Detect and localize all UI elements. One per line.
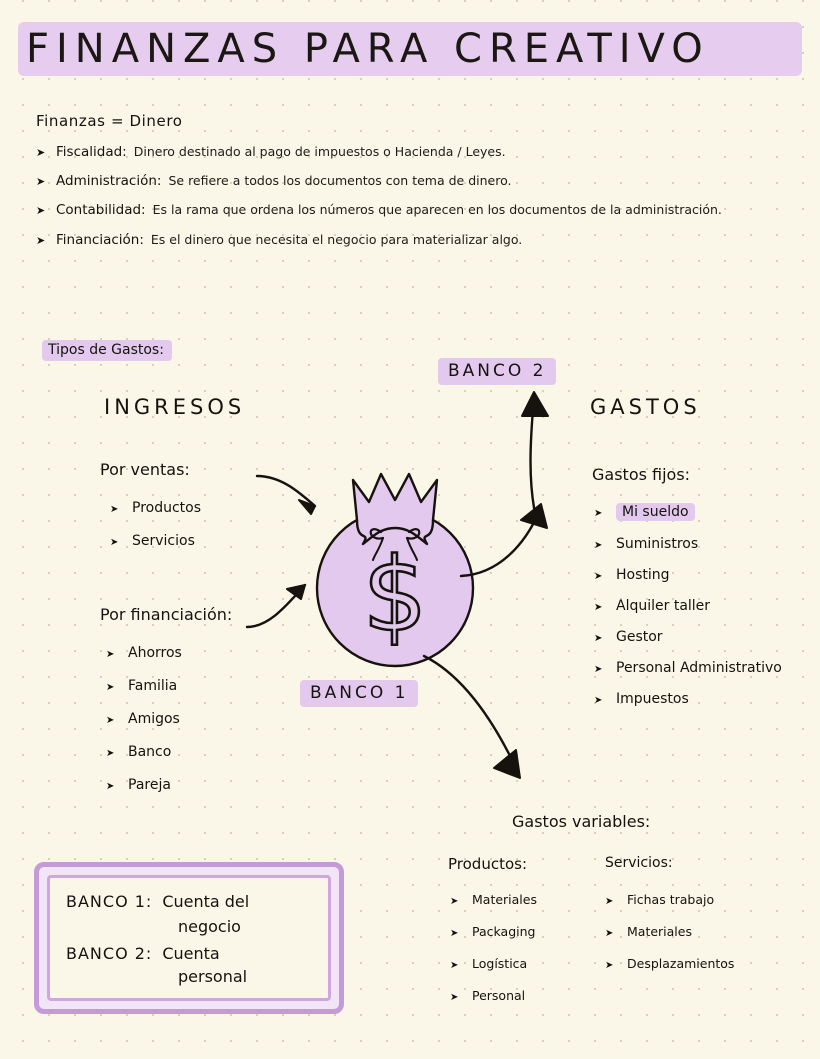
bullet-icon: ➤ — [36, 175, 46, 189]
page-title: FINANZAS PARA CREATIVO — [26, 26, 710, 72]
subheading-productos: Productos: — [448, 855, 527, 873]
list-item — [594, 629, 782, 645]
list-item — [106, 678, 182, 694]
intro-item-desc: Dinero destinado al pago de impuestos o Hacienda / Leyes. — [133, 144, 506, 159]
bullet-icon: ➤ — [36, 204, 46, 218]
subheading-por-financiacion: Por financiación: — [100, 605, 233, 624]
legend-value-cont: negocio — [178, 917, 241, 936]
list-item — [594, 598, 782, 614]
bullet-icon: ➤ — [106, 682, 115, 693]
list-item-label: Servicios — [132, 533, 195, 549]
arrow-ventas-to-bag — [255, 470, 345, 530]
list-item — [605, 892, 734, 907]
list-ventas — [110, 500, 201, 566]
bullet-icon: ➤ — [106, 649, 115, 660]
bullet-icon: ➤ — [594, 695, 603, 706]
list-item-label: Banco — [128, 744, 172, 760]
legend-box-bancos — [34, 862, 344, 1014]
list-financiacion — [106, 645, 182, 810]
intro-item-term: Financiación: — [56, 231, 144, 248]
intro-item-term: Administración: — [56, 173, 162, 190]
bullet-icon: ➤ — [594, 571, 603, 582]
list-item — [450, 988, 537, 1003]
list-gastos-fijos — [594, 503, 782, 722]
label-banco-2: BANCO 2 — [438, 358, 556, 385]
bullet-icon: ➤ — [450, 896, 459, 907]
bullet-icon: ➤ — [106, 748, 115, 759]
intro-item-desc: Es el dinero que necesita el negocio para materializar algo. — [150, 231, 523, 247]
label-banco-1: BANCO 1 — [300, 680, 418, 707]
bullet-icon: ➤ — [594, 664, 603, 675]
subheading-por-ventas: Por ventas: — [100, 460, 190, 479]
legend-box-inner — [47, 875, 331, 1001]
list-item — [450, 956, 537, 971]
list-item — [106, 777, 182, 793]
arrow-bag-to-gastos-variables — [420, 650, 560, 800]
arrow-financiacion-to-bag — [243, 575, 333, 635]
bullet-icon: ➤ — [450, 928, 459, 939]
legend-line-banco1 — [66, 892, 314, 911]
list-item-label: Alquiler taller — [616, 598, 711, 614]
list-item-label: Packaging — [472, 924, 536, 939]
list-item-label: Hosting — [616, 567, 670, 583]
list-item — [110, 500, 201, 516]
list-item — [450, 892, 537, 907]
bullet-icon: ➤ — [605, 896, 614, 907]
bullet-icon: ➤ — [605, 928, 614, 939]
bullet-icon: ➤ — [106, 781, 115, 792]
subheading-gastos-variables: Gastos variables: — [512, 812, 651, 831]
intro-item — [36, 173, 806, 189]
intro-item — [36, 232, 806, 248]
bullet-icon: ➤ — [106, 715, 115, 726]
bullet-icon: ➤ — [110, 504, 119, 515]
list-item-label: Logística — [472, 956, 528, 971]
bullet-icon: ➤ — [110, 537, 119, 548]
list-item-label: Desplazamientos — [627, 956, 735, 971]
intro-item — [36, 144, 806, 160]
list-item — [605, 956, 734, 971]
list-item — [594, 691, 782, 707]
list-item-label: Personal — [472, 988, 526, 1003]
intro-block — [36, 112, 806, 261]
list-item-label: Gestor — [616, 629, 663, 645]
legend-key: BANCO 1: — [66, 892, 153, 911]
list-item-label: Productos — [132, 500, 202, 516]
list-item-label: Impuestos — [616, 691, 689, 707]
list-item-label: Amigos — [128, 711, 180, 727]
subheading-gastos-fijos: Gastos fijos: — [592, 465, 691, 484]
bullet-icon: ➤ — [594, 602, 603, 613]
list-item — [106, 711, 182, 727]
list-item — [594, 660, 782, 676]
legend-line-banco2 — [66, 944, 314, 963]
bullet-icon: ➤ — [594, 633, 603, 644]
bullet-icon: ➤ — [36, 233, 46, 247]
list-item-label: Familia — [128, 678, 178, 694]
intro-item-desc: Es la rama que ordena los números que aparecen en los documentos de la administración. — [152, 202, 722, 218]
bullet-icon: ➤ — [450, 960, 459, 971]
list-item — [605, 924, 734, 939]
arrow-bag-to-gastos-fijos — [455, 490, 585, 580]
list-gastos-variables-servicios — [605, 892, 734, 988]
legend-key: BANCO 2: — [66, 944, 153, 963]
dollar-symbol: $ — [362, 536, 428, 655]
bullet-icon: ➤ — [36, 146, 46, 159]
list-item — [594, 536, 782, 552]
list-item-label: Materiales — [472, 892, 537, 907]
legend-value-cont: personal — [178, 967, 248, 986]
list-item — [106, 645, 182, 661]
list-item — [594, 567, 782, 583]
intro-item — [36, 202, 806, 218]
list-item-label: Fichas trabajo — [627, 892, 715, 907]
column-header-gastos: GASTOS — [590, 395, 701, 419]
bullet-icon: ➤ — [594, 540, 603, 551]
list-item-label: Personal Administrativo — [616, 660, 782, 676]
legend-value: Cuenta del — [162, 892, 250, 911]
list-item-label: Materiales — [627, 924, 692, 939]
column-header-ingresos: INGRESOS — [104, 395, 246, 419]
intro-item-term: Contabilidad: — [56, 202, 146, 219]
list-gastos-variables-productos — [450, 892, 537, 1020]
bullet-icon: ➤ — [450, 992, 459, 1003]
legend-value: Cuenta — [162, 944, 220, 963]
list-item-label: Ahorros — [128, 645, 182, 661]
section-label-tipos-de-gastos: Tipos de Gastos: — [42, 340, 172, 361]
intro-item-desc: Se refiere a todos los documentos con tema de dinero. — [168, 173, 512, 189]
list-item — [106, 744, 182, 760]
intro-item-term: Fiscalidad: — [56, 144, 127, 160]
list-item-label: Suministros — [616, 536, 699, 552]
bullet-icon: ➤ — [594, 508, 603, 519]
bullet-icon: ➤ — [605, 960, 614, 971]
list-item-label: Mi sueldo — [616, 503, 695, 521]
finanzas-equation: Finanzas = Dinero — [36, 112, 183, 130]
list-item-label: Pareja — [128, 777, 171, 793]
list-item — [450, 924, 537, 939]
subheading-servicios: Servicios: — [605, 855, 673, 871]
list-item — [594, 503, 782, 521]
list-item — [110, 533, 201, 549]
